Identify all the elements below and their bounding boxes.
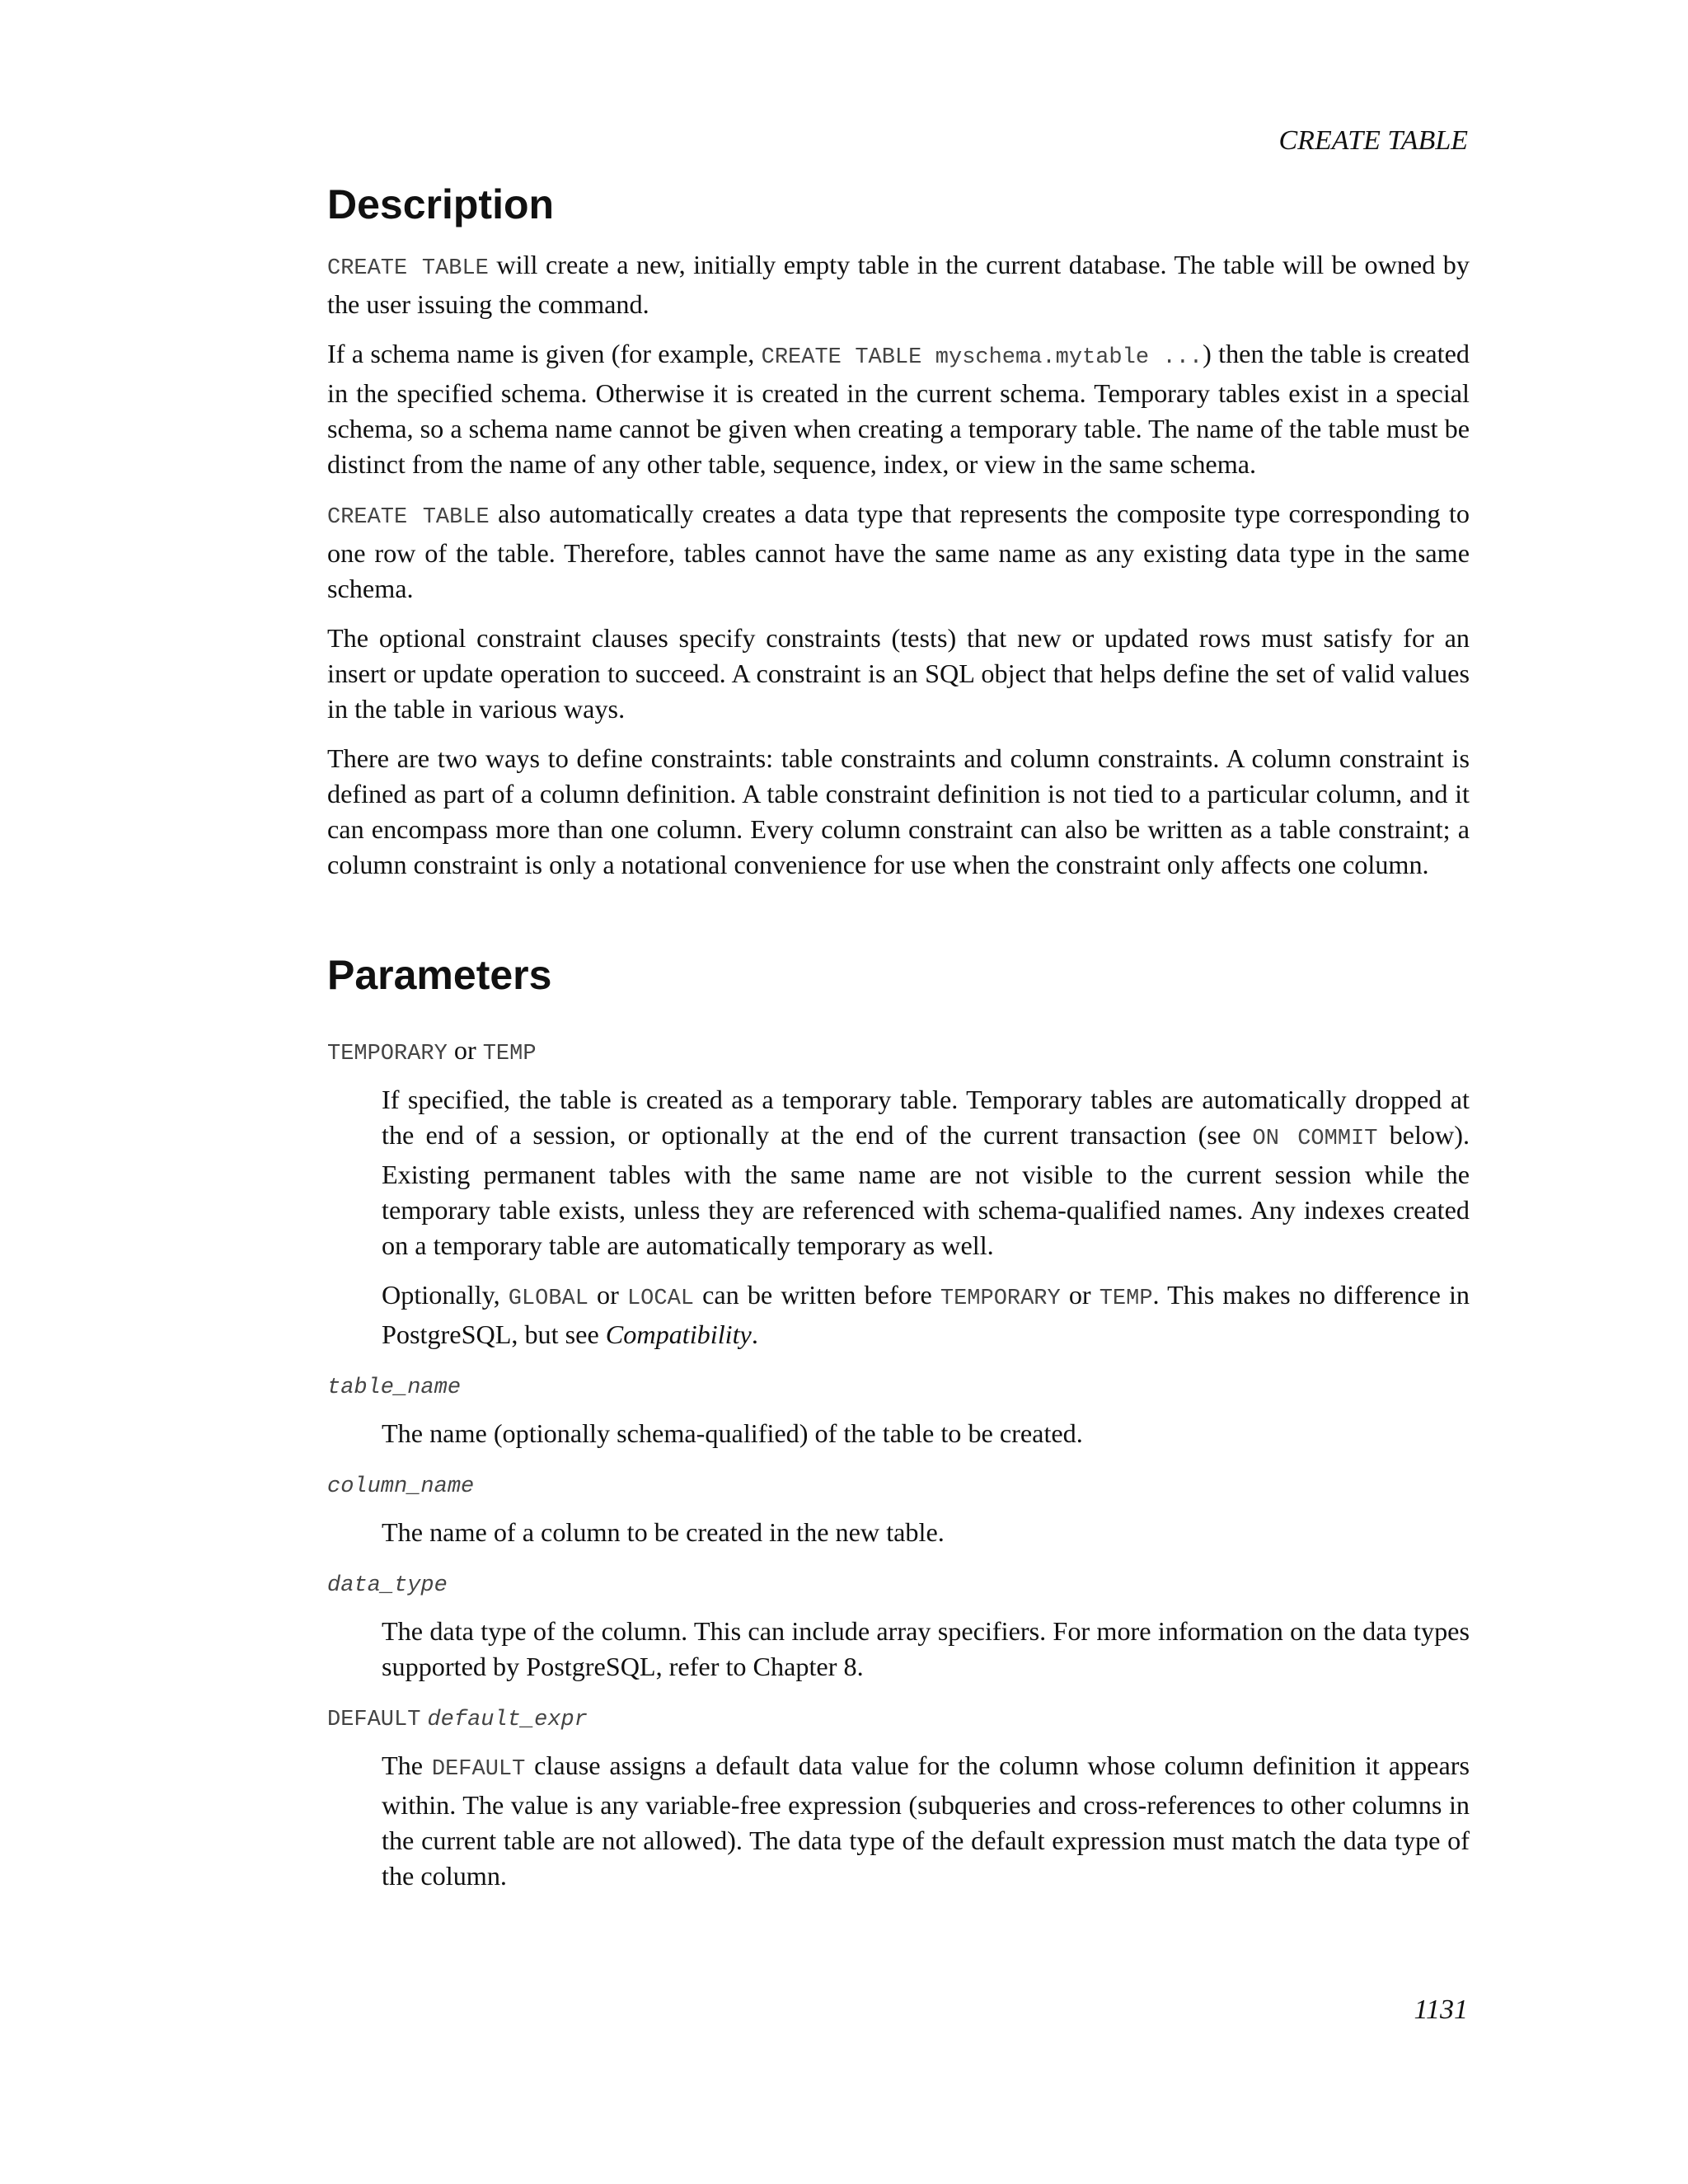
param-term-table-name: table_name [327,1376,462,1400]
page-content [327,180,1470,1908]
running-header: CREATE TABLE [1278,125,1468,156]
parameters-heading: Parameters [327,952,552,998]
description-paragraph: CREATE TABLE also automatically creates a data type that represents the composite type corresponding to one row of the table. Therefore, tables cannot have the same name as any existing data type in the same schema. [327,499,1470,603]
description-paragraph: There are two ways to define constraints: table constraints and column constraints. A column constraint is defined as part of a column definition. A table constraint definition is not tied to a particular column, and it can encompass more than one column. Every column constraint can also be written as a table constraint; a column constraint is only a notational convenience for use when the constraint only affects one column. [327,743,1470,879]
parameter-list [327,1033,1470,1894]
page-number: 1131 [1414,1994,1468,2025]
parameters-section [327,950,1470,1894]
description-paragraph: If a schema name is given (for example, CREATE TABLE myschema.mytable ...) then the table is created in the specified schema. Otherwise it is created in the current schema. Temporary tables exist in a special schema, so a schema name cannot be given when creating a temporary table. The name of the table must be distinct from the name of any other table, sequence, index, or view in the same schema. [327,339,1470,479]
param-term-data-type: data_type [327,1573,448,1598]
param-desc-column-name: The name of a column to be created in the new table. [382,1517,945,1547]
param-term-default: DEFAULT default_expr [327,1708,588,1732]
description-paragraph: The optional constraint clauses specify constraints (tests) that new or updated rows must satisfy for an insert or update operation to succeed. A constraint is an SQL object that helps define the set of valid values in the table in various ways. [327,623,1470,724]
param-desc-data-type: The data type of the column. This can include array specifiers. For more information on the data types supported by PostgreSQL, refer to Chapter 8. [382,1616,1470,1681]
description-section [327,180,1470,883]
inline-code: CREATE TABLE [327,505,490,530]
description-heading: Description [327,181,555,227]
param-desc-default: The DEFAULT clause assigns a default data value for the column whose column definition it appears within. The value is any variable-free expression (subqueries and cross-references to other columns in the current table are not allowed). The data type of the default expression must match the data type of the column. [382,1750,1470,1891]
description-paragraph: CREATE TABLE will create a new, initially empty table in the current database. The table will be owned by the user issuing the command. [327,250,1470,319]
inline-code: CREATE TABLE [327,256,489,281]
param-desc-table-name: The name (optionally schema-qualified) of the table to be created. [382,1418,1083,1448]
param-desc-temporary: If specified, the table is created as a temporary table. Temporary tables are automatically dropped at the end of a session, or optionally at the end of the current transaction (see ON COMMIT below). Existing permanent tables with the same name are not visible to the current session while the temporary table exists, unless they are referenced with schema-qualified names. Any indexes created on a temporary table are automatically temporary as well. Optionally, GLOBAL or LOCAL can be written before TEMPORARY or TEMP. This makes no difference in PostgreSQL, but see Compatibility. [382,1085,1470,1349]
param-term-column-name: column_name [327,1474,475,1499]
param-term-temporary: TEMPORARY or TEMP [327,1035,537,1066]
inline-code: CREATE TABLE myschema.mytable ... [761,345,1203,370]
